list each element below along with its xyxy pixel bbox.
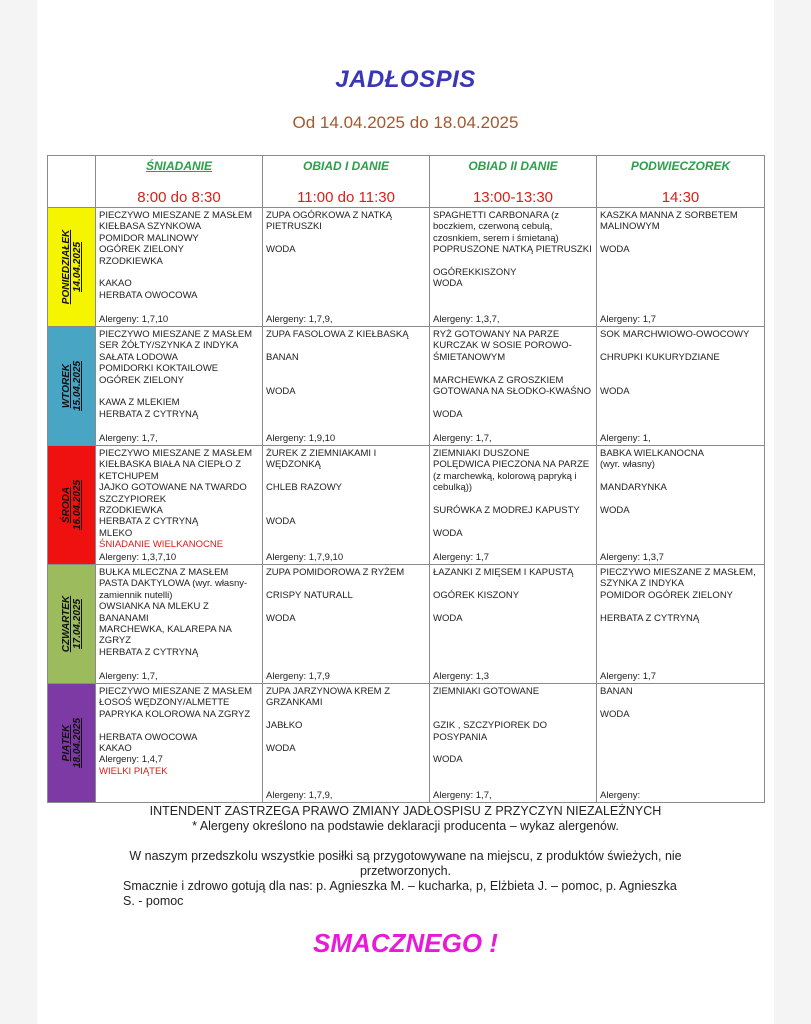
meal-cell [430,208,597,327]
day-label [61,596,83,652]
menu-page [37,0,774,1024]
day-date: 17.04.2025 [71,598,83,650]
allergens-label: Alergeny: [600,790,641,801]
meal-text: ŁAZANKI Z MIĘSEM I KAPUSTĄ OGÓREK KISZONY WODA [433,567,574,624]
meal-cell [96,565,263,684]
day-date: 16.04.2025 [71,479,83,531]
day-name: WTOREK [60,363,72,409]
day-name: CZWARTEK [60,595,72,653]
meal-cell [263,446,430,565]
allergens-label: Alergeny: 1,3,7, [433,314,500,325]
column-name: OBIAD I DANIE [302,159,389,173]
column-name: OBIAD II DANIE [468,159,558,173]
meal-text: SOK MARCHWIOWO-OWOCOWY CHRUPKI KUKURYDZIANE WODA [600,329,750,398]
note-change: INTENDENT ZASTRZEGA PRAWO ZMIANY JADŁOSPISU Z PRZYCZYN NIEZALEŻNYCH [149,804,662,818]
day-label [61,361,83,411]
day-name: ŚRODA [60,486,72,524]
allergens-label: Alergeny: 1, [600,433,651,444]
column-header [263,156,430,208]
allergens-label: Alergeny: 1,7, [433,790,492,801]
notes [37,804,774,909]
column-header [597,156,765,208]
meal-text: ZUPA JARZYNOWA KREM Z GRZANKAMI JABŁKO WODA [266,686,391,755]
menu-table [47,155,765,803]
meal-cell [96,208,263,327]
meal-text: PIECZYWO MIESZANE Z MASŁEM ŁOSOŚ WĘDZONY/ALMETTE PAPRYKA KOLOROWA NA ZGRYZ HERBATA OWOCOWA KAKAO Alergeny: 1,4,7 [99,686,253,766]
corner-cell [48,156,96,208]
day-label-cell [48,327,96,446]
allergens-label: Alergeny: 1,9,10 [266,433,336,444]
allergens-label: Alergeny: 1,7 [600,314,656,325]
day-label [61,480,83,530]
day-name: PIĄTEK [60,724,72,762]
allergens-label: Alergeny: 1,7,9 [266,671,330,682]
day-date: 18.04.2025 [71,717,83,769]
column-time: 11:00 do 11:30 [297,189,395,206]
day-name: PONIEDZIAŁEK [60,229,72,305]
date-range: Od 14.04.2025 do 18.04.2025 [292,113,519,132]
meal-cell [263,565,430,684]
allergens-label: Alergeny: 1,7, [99,671,158,682]
day-row [48,565,765,684]
meal-text: BUŁKA MLECZNA Z MASŁEM PASTA DAKTYLOWA (wyr. własny- zamiennik nutelli) OWSIANKA NA MLEKU Z BANANAMI MARCHEWKA, KALAREPA NA ZGRYZ HERBATA Z CYTRYNĄ [99,567,248,658]
day-row [48,208,765,327]
meal-cell [430,327,597,446]
day-label [61,718,83,768]
meal-special-note: WIELKI PIĄTEK [99,765,168,777]
meal-cell [263,684,430,803]
day-label-cell [48,208,96,327]
column-header [430,156,597,208]
allergens-label: Alergeny: 1,3,7,10 [99,552,177,563]
allergens-label: Alergeny: 1,3 [433,671,489,682]
meal-cell [597,208,765,327]
allergens-label: Alergeny: 1,7,10 [99,314,169,325]
meal-text: RYŻ GOTOWANY NA PARZE KURCZAK W SOSIE POROWO-ŚMIETANOWYM MARCHEWKA Z GROSZKIEM GOTOWANA NA SŁODKO-KWAŚNO WODA [433,329,592,420]
column-name: ŚNIADANIE [145,159,212,173]
meal-cell [597,446,765,565]
meal-cell [430,684,597,803]
meal-text: PIECZYWO MIESZANE Z MASŁEM SER ŻÓŁTY/SZYNKA Z INDYKA SAŁATA LODOWA POMIDORKI KOKTAILOWE OGÓREK ZIELONY KAWA Z MLEKIEM HERBATA Z CYTRYNĄ [99,329,253,420]
meal-text: KASZKA MANNA Z SORBETEM MALINOWYM WODA [600,210,738,256]
day-label-cell [48,446,96,565]
column-header [96,156,263,208]
meal-cell [96,327,263,446]
meal-cell [263,208,430,327]
meal-cell [96,446,263,565]
meal-text: PIECZYWO MIESZANE Z MASŁEM KIEŁBASA SZYNKOWA POMIDOR MALINOWY OGÓREK ZIELONY RZODKIEWKA KAKAO HERBATA OWOCOWA [99,210,253,301]
day-row [48,446,765,565]
allergens-label: Alergeny: 1,7 [600,671,656,682]
meal-special-note: ŚNIADANIE WIELKANOCNE [99,539,224,551]
note-cooks: Smacznie i zdrowo gotują dla nas: p. Agnieszka M. – kucharka, p, Elżbieta J. – pomoc, p. Agnieszka S. - pomoc [123,879,677,908]
day-rows [48,208,765,803]
meal-cell [430,446,597,565]
day-label [61,230,83,304]
day-label-cell [48,684,96,803]
meal-cell [263,327,430,446]
note-fresh: W naszym przedszkolu wszystkie posiłki są przygotowywane na miejscu, z produktów świeżych, nie przetworzonych. [129,849,682,878]
allergens-label: Alergeny: 1,7,9, [266,314,333,325]
day-row [48,327,765,446]
allergens-label: Alergeny: 1,7 [433,552,489,563]
column-name: PODWIECZOREK [630,159,731,173]
allergens-label: Alergeny: 1,7, [433,433,492,444]
day-label-cell [48,565,96,684]
meal-cell [96,684,263,803]
meal-cell [430,565,597,684]
meal-text: ŻUREK Z ZIEMNIAKAMI I WĘDZONKĄ CHLEB RAZOWY WODA [266,448,377,528]
allergens-label: Alergeny: 1,7,9, [266,790,333,801]
meal-text: BABKA WIELKANOCNA (wyr. własny) MANDARYNKA WODA [600,448,705,517]
header-row [48,156,765,208]
meal-text: ZUPA FASOLOWA Z KIEŁBASKĄ BANAN WODA [266,329,409,398]
meal-text: SPAGHETTI CARBONARA (z boczkiem, czerwoną cebulą, czosnkiem, serem i śmietaną) POPRUSZONE NATKĄ PIETRUSZKI OGÓREKKISZONY WODA [433,210,592,290]
meal-text: PIECZYWO MIESZANE Z MASŁEM KIEŁBASKA BIAŁA NA CIEPŁO Z KETCHUPEM JAJKO GOTOWANE NA TWARDO SZCZYPIOREK RZODKIEWKA HERBATA Z CYTRYNĄ MLEKO [99,448,253,539]
page-title: JADŁOSPIS [335,66,476,93]
note-allergens: * Alergeny określono na podstawie deklaracji producenta – wykaz alergenów. [192,819,619,833]
allergens-label: Alergeny: 1,7, [99,433,158,444]
column-time: 14:30 [661,189,700,206]
allergens-label: Alergeny: 1,3,7 [600,552,664,563]
column-time: 13:00-13:30 [472,189,554,206]
meal-cell [597,327,765,446]
meal-text: BANAN WODA [600,686,633,720]
allergens-label: Alergeny: 1,7,9,10 [266,552,344,563]
day-date: 14.04.2025 [71,241,83,293]
meal-text: ZIEMNIAKI GOTOWANE GZIK , SZCZYPIOREK DO POSYPANIA WODA [433,686,548,766]
meal-text: ZUPA OGÓRKOWA Z NATKĄ PIETRUSZKI WODA [266,210,392,256]
meal-text: ZUPA POMIDOROWA Z RYŻEM CRISPY NATURALL WODA [266,567,405,624]
footer-smacznego: SMACZNEGO ! [313,928,498,958]
meal-text: PIECZYWO MIESZANE Z MASŁEM, SZYNKA Z INDYKA POMIDOR OGÓREK ZIELONY HERBATA Z CYTRYNĄ [600,567,756,624]
meal-text: ZIEMNIAKI DUSZONE POLĘDWICA PIECZONA NA PARZE (z marchewką, kolorową papryką i cebulką)) SURÓWKA Z MODREJ KAPUSTY WODA [433,448,590,539]
meal-cell [597,684,765,803]
day-row [48,684,765,803]
meal-cell [597,565,765,684]
column-time: 8:00 do 8:30 [137,189,221,206]
day-date: 15.04.2025 [71,360,83,412]
